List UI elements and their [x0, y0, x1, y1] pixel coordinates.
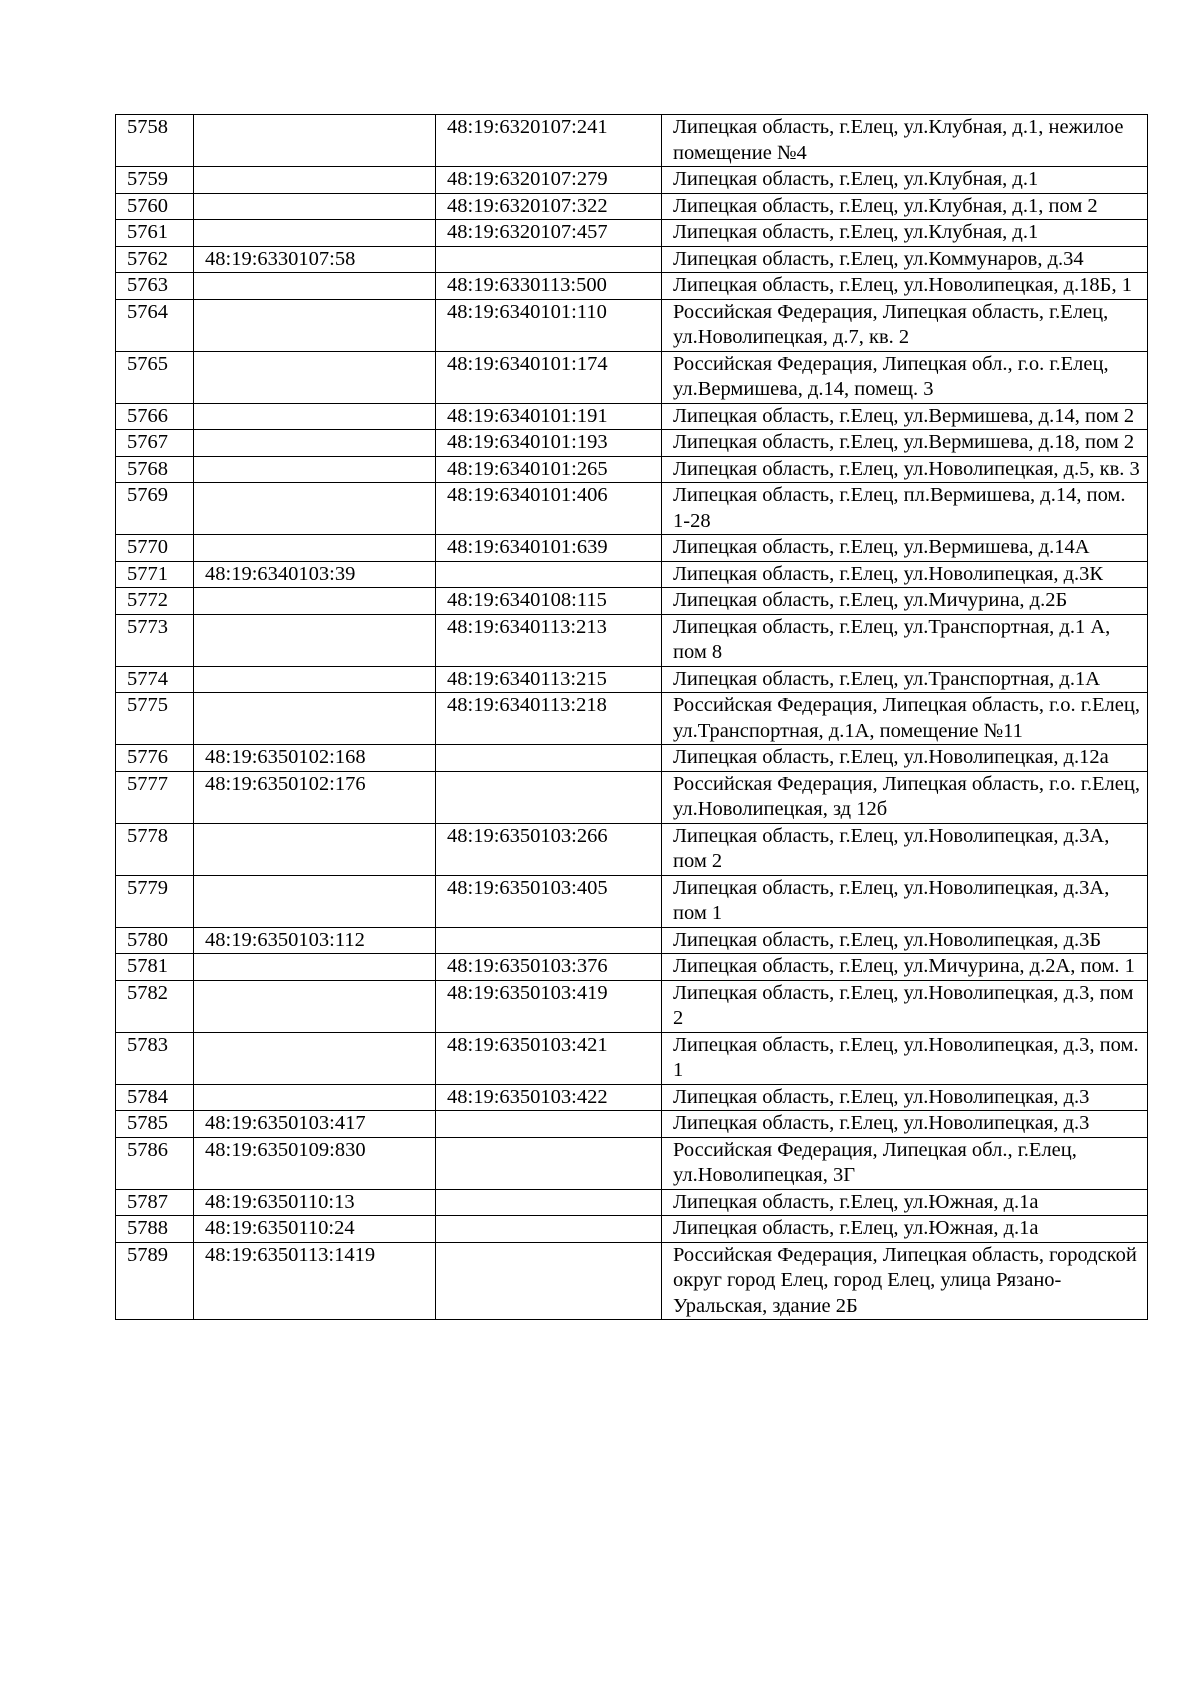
address-cell: Липецкая область, г.Елец, ул.Новолипецкая, д.3А, пом 2	[662, 823, 1148, 875]
land-cadastral-number-cell: 48:19:6340103:39	[194, 561, 436, 588]
table-row	[116, 115, 1148, 167]
row-number-cell: 5771	[116, 561, 194, 588]
address-cell: Липецкая область, г.Елец, ул.Клубная, д.1, пом 2	[662, 193, 1148, 220]
object-cadastral-number-cell	[436, 1137, 662, 1189]
land-cadastral-number-cell	[194, 875, 436, 927]
table-row	[116, 483, 1148, 535]
address-cell: Липецкая область, г.Елец, ул.Южная, д.1а	[662, 1216, 1148, 1243]
table-row	[116, 456, 1148, 483]
object-cadastral-number-cell: 48:19:6340113:215	[436, 666, 662, 693]
land-cadastral-number-cell: 48:19:6350102:168	[194, 745, 436, 772]
address-cell: Российская Федерация, Липецкая область, г.о. г.Елец, ул.Новолипецкая, зд 12б	[662, 771, 1148, 823]
table-row	[116, 430, 1148, 457]
object-cadastral-number-cell: 48:19:6340101:193	[436, 430, 662, 457]
address-cell: Липецкая область, г.Елец, ул.Новолипецкая, д.3Б	[662, 927, 1148, 954]
table-row	[116, 561, 1148, 588]
address-cell: Липецкая область, г.Елец, ул.Новолипецкая, д.12а	[662, 745, 1148, 772]
land-cadastral-number-cell: 48:19:6330107:58	[194, 246, 436, 273]
land-cadastral-number-cell	[194, 1032, 436, 1084]
table-row	[116, 246, 1148, 273]
table-row	[116, 351, 1148, 403]
object-cadastral-number-cell: 48:19:6340101:265	[436, 456, 662, 483]
table-row	[116, 403, 1148, 430]
row-number-cell: 5789	[116, 1242, 194, 1320]
address-cell: Липецкая область, г.Елец, ул.Новолипецкая, д.5, кв. 3	[662, 456, 1148, 483]
land-cadastral-number-cell	[194, 351, 436, 403]
land-cadastral-number-cell	[194, 666, 436, 693]
row-number-cell: 5775	[116, 693, 194, 745]
address-cell: Липецкая область, г.Елец, ул.Вермишева, д.14, пом 2	[662, 403, 1148, 430]
land-cadastral-number-cell	[194, 273, 436, 300]
row-number-cell: 5785	[116, 1111, 194, 1138]
address-cell: Липецкая область, г.Елец, ул.Новолипецкая, д.3, пом. 1	[662, 1032, 1148, 1084]
object-cadastral-number-cell	[436, 771, 662, 823]
table-row	[116, 614, 1148, 666]
table-row	[116, 771, 1148, 823]
row-number-cell: 5782	[116, 980, 194, 1032]
row-number-cell: 5788	[116, 1216, 194, 1243]
table-row	[116, 167, 1148, 194]
row-number-cell: 5762	[116, 246, 194, 273]
table-row	[116, 193, 1148, 220]
table-row	[116, 535, 1148, 562]
object-cadastral-number-cell: 48:19:6340101:639	[436, 535, 662, 562]
land-cadastral-number-cell	[194, 535, 436, 562]
land-cadastral-number-cell: 48:19:6350113:1419	[194, 1242, 436, 1320]
table-row	[116, 299, 1148, 351]
address-cell: Липецкая область, г.Елец, ул.Клубная, д.1	[662, 220, 1148, 247]
row-number-cell: 5758	[116, 115, 194, 167]
row-number-cell: 5766	[116, 403, 194, 430]
row-number-cell: 5787	[116, 1189, 194, 1216]
object-cadastral-number-cell: 48:19:6320107:322	[436, 193, 662, 220]
land-cadastral-number-cell: 48:19:6350110:13	[194, 1189, 436, 1216]
address-cell: Липецкая область, г.Елец, ул.Транспортная, д.1А	[662, 666, 1148, 693]
object-cadastral-number-cell: 48:19:6340101:191	[436, 403, 662, 430]
row-number-cell: 5769	[116, 483, 194, 535]
object-cadastral-number-cell	[436, 1189, 662, 1216]
row-number-cell: 5783	[116, 1032, 194, 1084]
address-cell: Липецкая область, г.Елец, ул.Новолипецкая, д.3, пом 2	[662, 980, 1148, 1032]
object-cadastral-number-cell	[436, 246, 662, 273]
object-cadastral-number-cell: 48:19:6320107:241	[436, 115, 662, 167]
land-cadastral-number-cell	[194, 823, 436, 875]
land-cadastral-number-cell	[194, 1084, 436, 1111]
table-row	[116, 1137, 1148, 1189]
object-cadastral-number-cell	[436, 1216, 662, 1243]
table-row	[116, 823, 1148, 875]
table-row	[116, 1111, 1148, 1138]
address-cell: Российская Федерация, Липецкая обл., г.о. г.Елец, ул.Вермишева, д.14, помещ. 3	[662, 351, 1148, 403]
object-cadastral-number-cell: 48:19:6340101:406	[436, 483, 662, 535]
address-cell: Липецкая область, г.Елец, ул.Коммунаров, д.34	[662, 246, 1148, 273]
address-cell: Липецкая область, г.Елец, ул.Вермишева, д.14А	[662, 535, 1148, 562]
table-row	[116, 980, 1148, 1032]
land-cadastral-number-cell: 48:19:6350102:176	[194, 771, 436, 823]
row-number-cell: 5778	[116, 823, 194, 875]
address-cell: Липецкая область, г.Елец, ул.Клубная, д.1	[662, 167, 1148, 194]
address-cell: Липецкая область, г.Елец, ул.Новолипецкая, д.3А, пом 1	[662, 875, 1148, 927]
row-number-cell: 5784	[116, 1084, 194, 1111]
table-row	[116, 1242, 1148, 1320]
object-cadastral-number-cell: 48:19:6340101:174	[436, 351, 662, 403]
object-cadastral-number-cell: 48:19:6350103:405	[436, 875, 662, 927]
address-cell: Липецкая область, г.Елец, ул.Новолипецкая, д.3К	[662, 561, 1148, 588]
object-cadastral-number-cell: 48:19:6320107:457	[436, 220, 662, 247]
table-row	[116, 1189, 1148, 1216]
land-cadastral-number-cell	[194, 954, 436, 981]
registry-table-body	[116, 115, 1148, 1320]
land-cadastral-number-cell	[194, 614, 436, 666]
row-number-cell: 5761	[116, 220, 194, 247]
row-number-cell: 5777	[116, 771, 194, 823]
object-cadastral-number-cell: 48:19:6340108:115	[436, 588, 662, 615]
land-cadastral-number-cell	[194, 299, 436, 351]
address-cell: Российская Федерация, Липецкая область, городской округ город Елец, город Елец, улица Рязано-Уральская, здание 2Б	[662, 1242, 1148, 1320]
table-row	[116, 745, 1148, 772]
address-cell: Российская Федерация, Липецкая область, г.о. г.Елец, ул.Транспортная, д.1А, помещение №11	[662, 693, 1148, 745]
object-cadastral-number-cell: 48:19:6350103:419	[436, 980, 662, 1032]
row-number-cell: 5770	[116, 535, 194, 562]
row-number-cell: 5760	[116, 193, 194, 220]
object-cadastral-number-cell	[436, 561, 662, 588]
land-cadastral-number-cell	[194, 588, 436, 615]
land-cadastral-number-cell: 48:19:6350109:830	[194, 1137, 436, 1189]
object-cadastral-number-cell	[436, 745, 662, 772]
address-cell: Российская Федерация, Липецкая обл., г.Елец, ул.Новолипецкая, 3Г	[662, 1137, 1148, 1189]
object-cadastral-number-cell	[436, 927, 662, 954]
row-number-cell: 5773	[116, 614, 194, 666]
object-cadastral-number-cell: 48:19:6340113:213	[436, 614, 662, 666]
land-cadastral-number-cell	[194, 220, 436, 247]
object-cadastral-number-cell: 48:19:6340101:110	[436, 299, 662, 351]
table-row	[116, 1084, 1148, 1111]
table-row	[116, 954, 1148, 981]
row-number-cell: 5768	[116, 456, 194, 483]
object-cadastral-number-cell: 48:19:6350103:376	[436, 954, 662, 981]
address-cell: Липецкая область, г.Елец, ул.Новолипецкая, д.3	[662, 1111, 1148, 1138]
table-row	[116, 273, 1148, 300]
row-number-cell: 5765	[116, 351, 194, 403]
table-row	[116, 666, 1148, 693]
land-cadastral-number-cell	[194, 167, 436, 194]
land-cadastral-number-cell	[194, 430, 436, 457]
address-cell: Липецкая область, г.Елец, ул.Клубная, д.1, нежилое помещение №4	[662, 115, 1148, 167]
land-cadastral-number-cell	[194, 456, 436, 483]
object-cadastral-number-cell: 48:19:6320107:279	[436, 167, 662, 194]
row-number-cell: 5780	[116, 927, 194, 954]
land-cadastral-number-cell	[194, 693, 436, 745]
row-number-cell: 5763	[116, 273, 194, 300]
row-number-cell: 5776	[116, 745, 194, 772]
address-cell: Липецкая область, г.Елец, ул.Южная, д.1а	[662, 1189, 1148, 1216]
table-row	[116, 220, 1148, 247]
object-cadastral-number-cell: 48:19:6330113:500	[436, 273, 662, 300]
row-number-cell: 5781	[116, 954, 194, 981]
land-cadastral-number-cell: 48:19:6350103:112	[194, 927, 436, 954]
row-number-cell: 5774	[116, 666, 194, 693]
object-cadastral-number-cell	[436, 1242, 662, 1320]
address-cell: Липецкая область, г.Елец, ул.Вермишева, д.18, пом 2	[662, 430, 1148, 457]
land-cadastral-number-cell: 48:19:6350103:417	[194, 1111, 436, 1138]
land-cadastral-number-cell	[194, 980, 436, 1032]
land-cadastral-number-cell	[194, 403, 436, 430]
address-cell: Липецкая область, г.Елец, ул.Транспортная, д.1 А, пом 8	[662, 614, 1148, 666]
table-row	[116, 588, 1148, 615]
table-row	[116, 875, 1148, 927]
address-cell: Российская Федерация, Липецкая область, г.Елец, ул.Новолипецкая, д.7, кв. 2	[662, 299, 1148, 351]
address-cell: Липецкая область, г.Елец, пл.Вермишева, д.14, пом. 1-28	[662, 483, 1148, 535]
land-cadastral-number-cell	[194, 483, 436, 535]
table-row	[116, 693, 1148, 745]
table-row	[116, 927, 1148, 954]
object-cadastral-number-cell: 48:19:6350103:422	[436, 1084, 662, 1111]
address-cell: Липецкая область, г.Елец, ул.Новолипецкая, д.3	[662, 1084, 1148, 1111]
row-number-cell: 5786	[116, 1137, 194, 1189]
land-cadastral-number-cell	[194, 115, 436, 167]
row-number-cell: 5767	[116, 430, 194, 457]
table-row	[116, 1216, 1148, 1243]
row-number-cell: 5764	[116, 299, 194, 351]
row-number-cell: 5772	[116, 588, 194, 615]
object-cadastral-number-cell	[436, 1111, 662, 1138]
object-cadastral-number-cell: 48:19:6340113:218	[436, 693, 662, 745]
address-cell: Липецкая область, г.Елец, ул.Мичурина, д.2А, пом. 1	[662, 954, 1148, 981]
address-cell: Липецкая область, г.Елец, ул.Мичурина, д.2Б	[662, 588, 1148, 615]
row-number-cell: 5779	[116, 875, 194, 927]
address-cell: Липецкая область, г.Елец, ул.Новолипецкая, д.18Б, 1	[662, 273, 1148, 300]
object-cadastral-number-cell: 48:19:6350103:421	[436, 1032, 662, 1084]
land-cadastral-number-cell: 48:19:6350110:24	[194, 1216, 436, 1243]
land-cadastral-number-cell	[194, 193, 436, 220]
property-registry-table	[115, 114, 1148, 1320]
row-number-cell: 5759	[116, 167, 194, 194]
object-cadastral-number-cell: 48:19:6350103:266	[436, 823, 662, 875]
table-row	[116, 1032, 1148, 1084]
